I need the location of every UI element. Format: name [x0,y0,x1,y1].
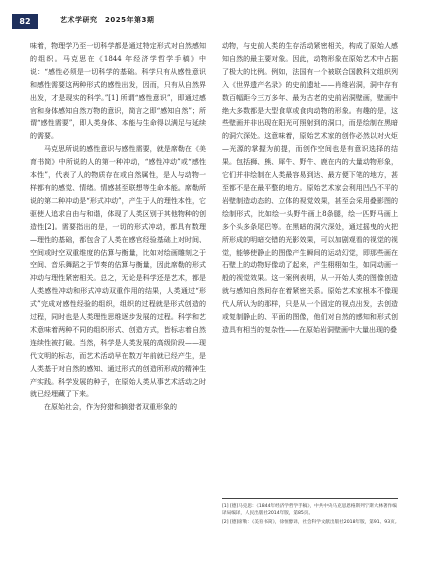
left-column [30,40,206,414]
paragraph: 在原始社会，作为狩猎和摘猎者双重形象的 [44,403,177,412]
paragraph: 动物，与史前人类的生存活动紧密相关，构成了原始人感知自然的最主要对象。因此，动物形象在原始艺术中占据了极大的比例。例如，法国有一个被联合国教科文组织列入《世界遗产名录》的史前遗址——肖维岩洞，洞中存有数百幅距今三万多年、最为古老的史前岩洞壁画，壁画中绝大多数都是大型食草或食肉动物的形象。有趣的是，这些壁画并非出现在阳光可照射到的洞口，而是绘制在黑暗的洞穴深处。这意味着，原始艺术家的创作必然以对火炬—光源的掌握为前提，而创作空间也是有意识选择的结果。包括狮、熊、犀牛、野牛、鹿在内的大量动物形象，它们并非绘制在人类最容易到达、最方便下笔的地方，甚至都不是在最平整的地方。原始艺术家会利用凹凸不平的岩壁制造动态的、立体的视觉效果，甚至会采用叠影图的绘制形式，比如绘一头野牛画上8条腿，绘一匹野马画上多个头多条尾巴等。在黑暗的洞穴深处，通过摇曳的火把所形成的明暗交错的光影效果，可以加剧观看的视觉的视觉，能够使静止的图像产生瞬间的运动幻觉，即那些画在石壁上的动物好像动了起来，产生栩栩如生，如同动画一般的视觉效果。这一案例表明，从一开始人类的图像创造就与感知自然间存在着紧密关系。原始艺术家根本不像现代人所认为的那样，只是从一个固定的视点出发，去创造或复制静止的、平面的图像，他们对自然的感知和形式创造具有相当的复杂性——在原始岩洞壁画中大量出现的叠 [222,42,398,334]
page-header [0,0,427,38]
paragraph: 马克思所说的感性意识与感性需要，就是席勒在《美育书简》中所说的人的第一种冲动，“感性冲动”或“感性本性”，代表了人的物质存在或自然属性，是人与动物一样都有的感觉、情绪。情感甚至联想等生命本能。席勒所说的第二种冲动是“形式冲动”，产生于人的理性本性，它驱使人追求自由与和谐，体现了人类区别于其他物种的创造性[2]。需要指出的是，一切的形式冲动，都具有数理—理性的基础，都包含了人类在感官经验基础上对时间、空间或时空双重维度的估算与衡量，比如对绘画雕刻之于空间、音乐舞蹈之于节奏的估算与衡量，因此席勒的形式冲动与理性紧密相关。总之，无论是科学还是艺术，都是人类感性冲动和形式冲动双重作用的结果，人类通过“形式”完成对感性经验的组织，组织的过程就是形式创造的过程，同时也是人类理性思维逐步发展的过程。科学和艺术意味着两种不同的组织形式、创造方式，皆标志着自然连续性被打破。当然，科学是人类发展的高级阶段——现代文明的标志，而艺术活动早在数万年前就已经产生，是人类基于对自然的感知、通过形式的创造所形成的精神生产实践。科学发展的种子，在原始人类从事艺术活动之时就已经埋藏了下来。 [30,145,206,399]
page-number: 82 [12,14,38,29]
footnote-2: [2] [德]席勒：《美育书简》，徐恒醇译，社会科学文献出版社2018年版，第91、93页。 [222,519,400,525]
footnotes [222,503,400,527]
paragraph: 味着，物理学乃至一切科学都是通过特定形式对自然感知的组织。马克思在《1844 年经济学哲学手稿》中说：“感性必须是一切科学的基础。科学只有从感性意识和感性需要这两种形式的感性出发，因而，只有从自然界出发，才是现实的科学。”[1] 所谓“感性意识”，即通过感官和身体感知自然万物的意识，简言之即“感知自然”；所谓“感性需要”，即人类身体、本能与生命得以满足与延续的需要。 [30,42,206,141]
right-column [222,40,398,337]
journal-title: 艺术学研究 2025年第3期 [60,16,155,24]
footnote-divider [222,498,398,499]
footnote-1: [1] [德]马克思：《1844年经济学哲学手稿》，中共中央马克思恩格斯列宁斯大林著作编译局编译，人民出版社2014年版，第85页。 [222,504,397,517]
